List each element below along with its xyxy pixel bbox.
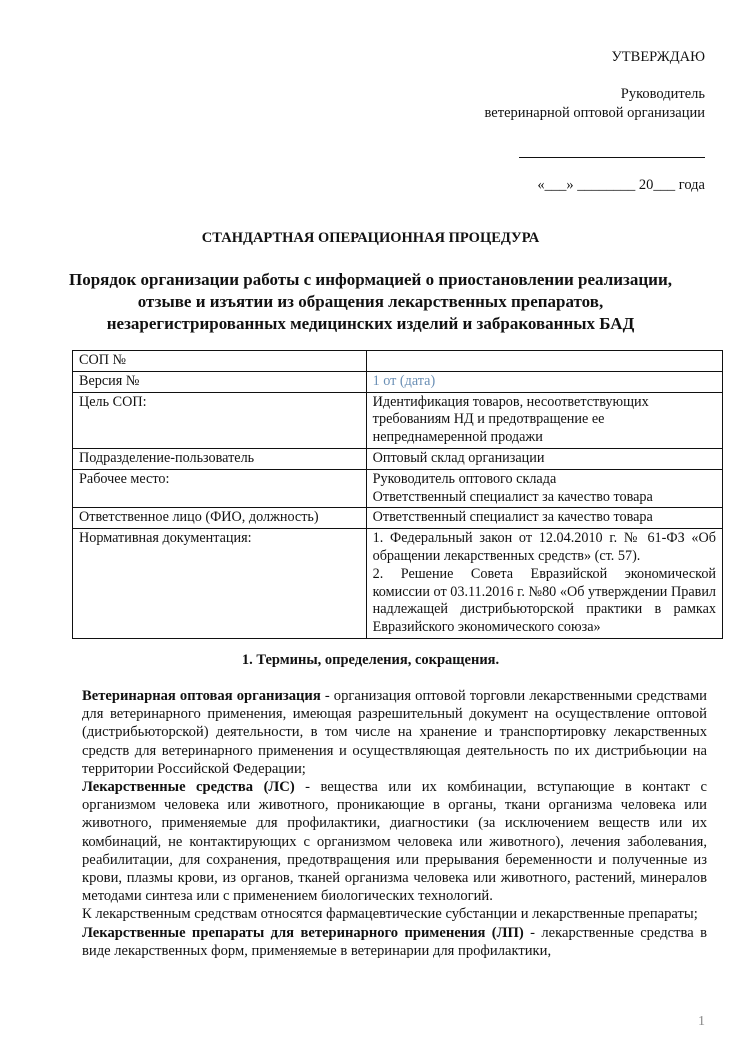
- term-definition: - организация оптовой торговли лекарственными средствами для ветеринарного применения, имеющая разрешительный документ на осуществление оптовой (дистрибьюторской) деятельности, в том числе на хранение и транспортировку лекарственных средств для ветеринарного применения и осуществляющая деятельность по их дистрибьюции на территории Российской Федерации;: [82, 688, 707, 777]
- section-body: [82, 687, 707, 960]
- workplace-value-1: Руководитель оптового склада: [372, 470, 557, 487]
- plain-paragraph: К лекарственным средствам относятся фармацевтические субстанции и лекарственные препараты;: [82, 906, 698, 923]
- table-row: [73, 529, 723, 639]
- normative-item-2: 2. Решение Совета Евразийской экономической комиссии от 03.11.2016 г. №80 «Об утверждении Правил надлежащей дистрибьюторской практики в рамках Евразийского экономического союза»: [372, 565, 716, 636]
- table-row: [73, 392, 723, 448]
- term-paragraph: [82, 924, 707, 960]
- term-name: Ветеринарная оптовая организация: [82, 688, 321, 704]
- document-title: Порядок организации работы с информацией о приостановлении реализации, отзыве и изъятии из обращения лекарственных препаратов, незарегистрированных медицинских изделий и забракованных БАД: [68, 270, 672, 333]
- normative-cell: [366, 529, 722, 639]
- section-heading: 1. Термины, определения, сокращения.: [241, 652, 500, 668]
- term-name: Лекарственные препараты для ветеринарного применения (ЛП): [82, 924, 524, 941]
- responsible-label: Ответственное лицо (ФИО, должность): [73, 508, 367, 529]
- table-row: [73, 508, 723, 529]
- workplace-value-2: Ответственный специалист за качество товара: [372, 488, 653, 505]
- workplace-cell: [366, 469, 722, 508]
- term-paragraph: [82, 778, 707, 905]
- approval-block: [485, 48, 705, 195]
- sop-number-label: СОП №: [73, 351, 367, 372]
- document-kind: СТАНДАРТНАЯ ОПЕРАЦИОННАЯ ПРОЦЕДУРА: [201, 230, 540, 246]
- term-paragraph: [82, 687, 707, 778]
- page-number: 1: [698, 1014, 705, 1029]
- goal-label: Цель СОП:: [73, 392, 367, 448]
- approval-position-line2: ветеринарной оптовой организации: [484, 105, 705, 121]
- version-date: от (дата): [383, 372, 436, 389]
- version-cell: [366, 371, 722, 392]
- approval-date-line: «___» ________ 20___ года: [537, 177, 705, 193]
- table-row: [73, 469, 723, 508]
- sop-number-value: [366, 351, 722, 372]
- table-row: [73, 448, 723, 469]
- division-value: Оптовый склад организации: [366, 448, 722, 469]
- signature-line: [519, 147, 705, 158]
- normative-label: Нормативная документация:: [73, 529, 367, 639]
- responsible-value: Ответственный специалист за качество товара: [366, 508, 722, 529]
- sop-meta-table: [72, 350, 723, 639]
- approval-title: УТВЕРЖДАЮ: [611, 49, 705, 65]
- workplace-label: Рабочее место:: [73, 469, 367, 508]
- division-label: Подразделение-пользователь: [73, 448, 367, 469]
- table-row: [73, 351, 723, 372]
- term-definition: - вещества или их комбинации, вступающие в контакт с организмом человека или животного, проникающие в органы, ткани организма человека или животного, применяемые для профилактики, диагностики (за исключением веществ или их комбинаций, не контактирующих с организмом человека или животного), лечения заболевания, реабилитации, для сохранения, предотвращения или прерывания беременности и полученные из крови, плазмы крови, из органов, тканей организма человека или животного, растений, минералов методами синтеза или с применением биологических технологий.: [82, 779, 707, 905]
- normative-item-1: 1. Федеральный закон от 12.04.2010 г. № 61-ФЗ «Об обращении лекарственных средств» (ст. 57).: [372, 530, 716, 564]
- term-definition: - лекарственные средства в виде лекарственных форм, применяемые в ветеринарии для профилактики,: [82, 924, 707, 959]
- term-name: Лекарственные средства (ЛС): [82, 779, 295, 796]
- table-row: [73, 371, 723, 392]
- approval-position-line1: Руководитель: [620, 86, 705, 102]
- goal-value: Идентификация товаров, несоответствующих требованиям НД и предотвращение ее непреднамеренной продажи: [366, 392, 722, 448]
- version-value: 1: [372, 372, 380, 389]
- version-label: Версия №: [73, 371, 367, 392]
